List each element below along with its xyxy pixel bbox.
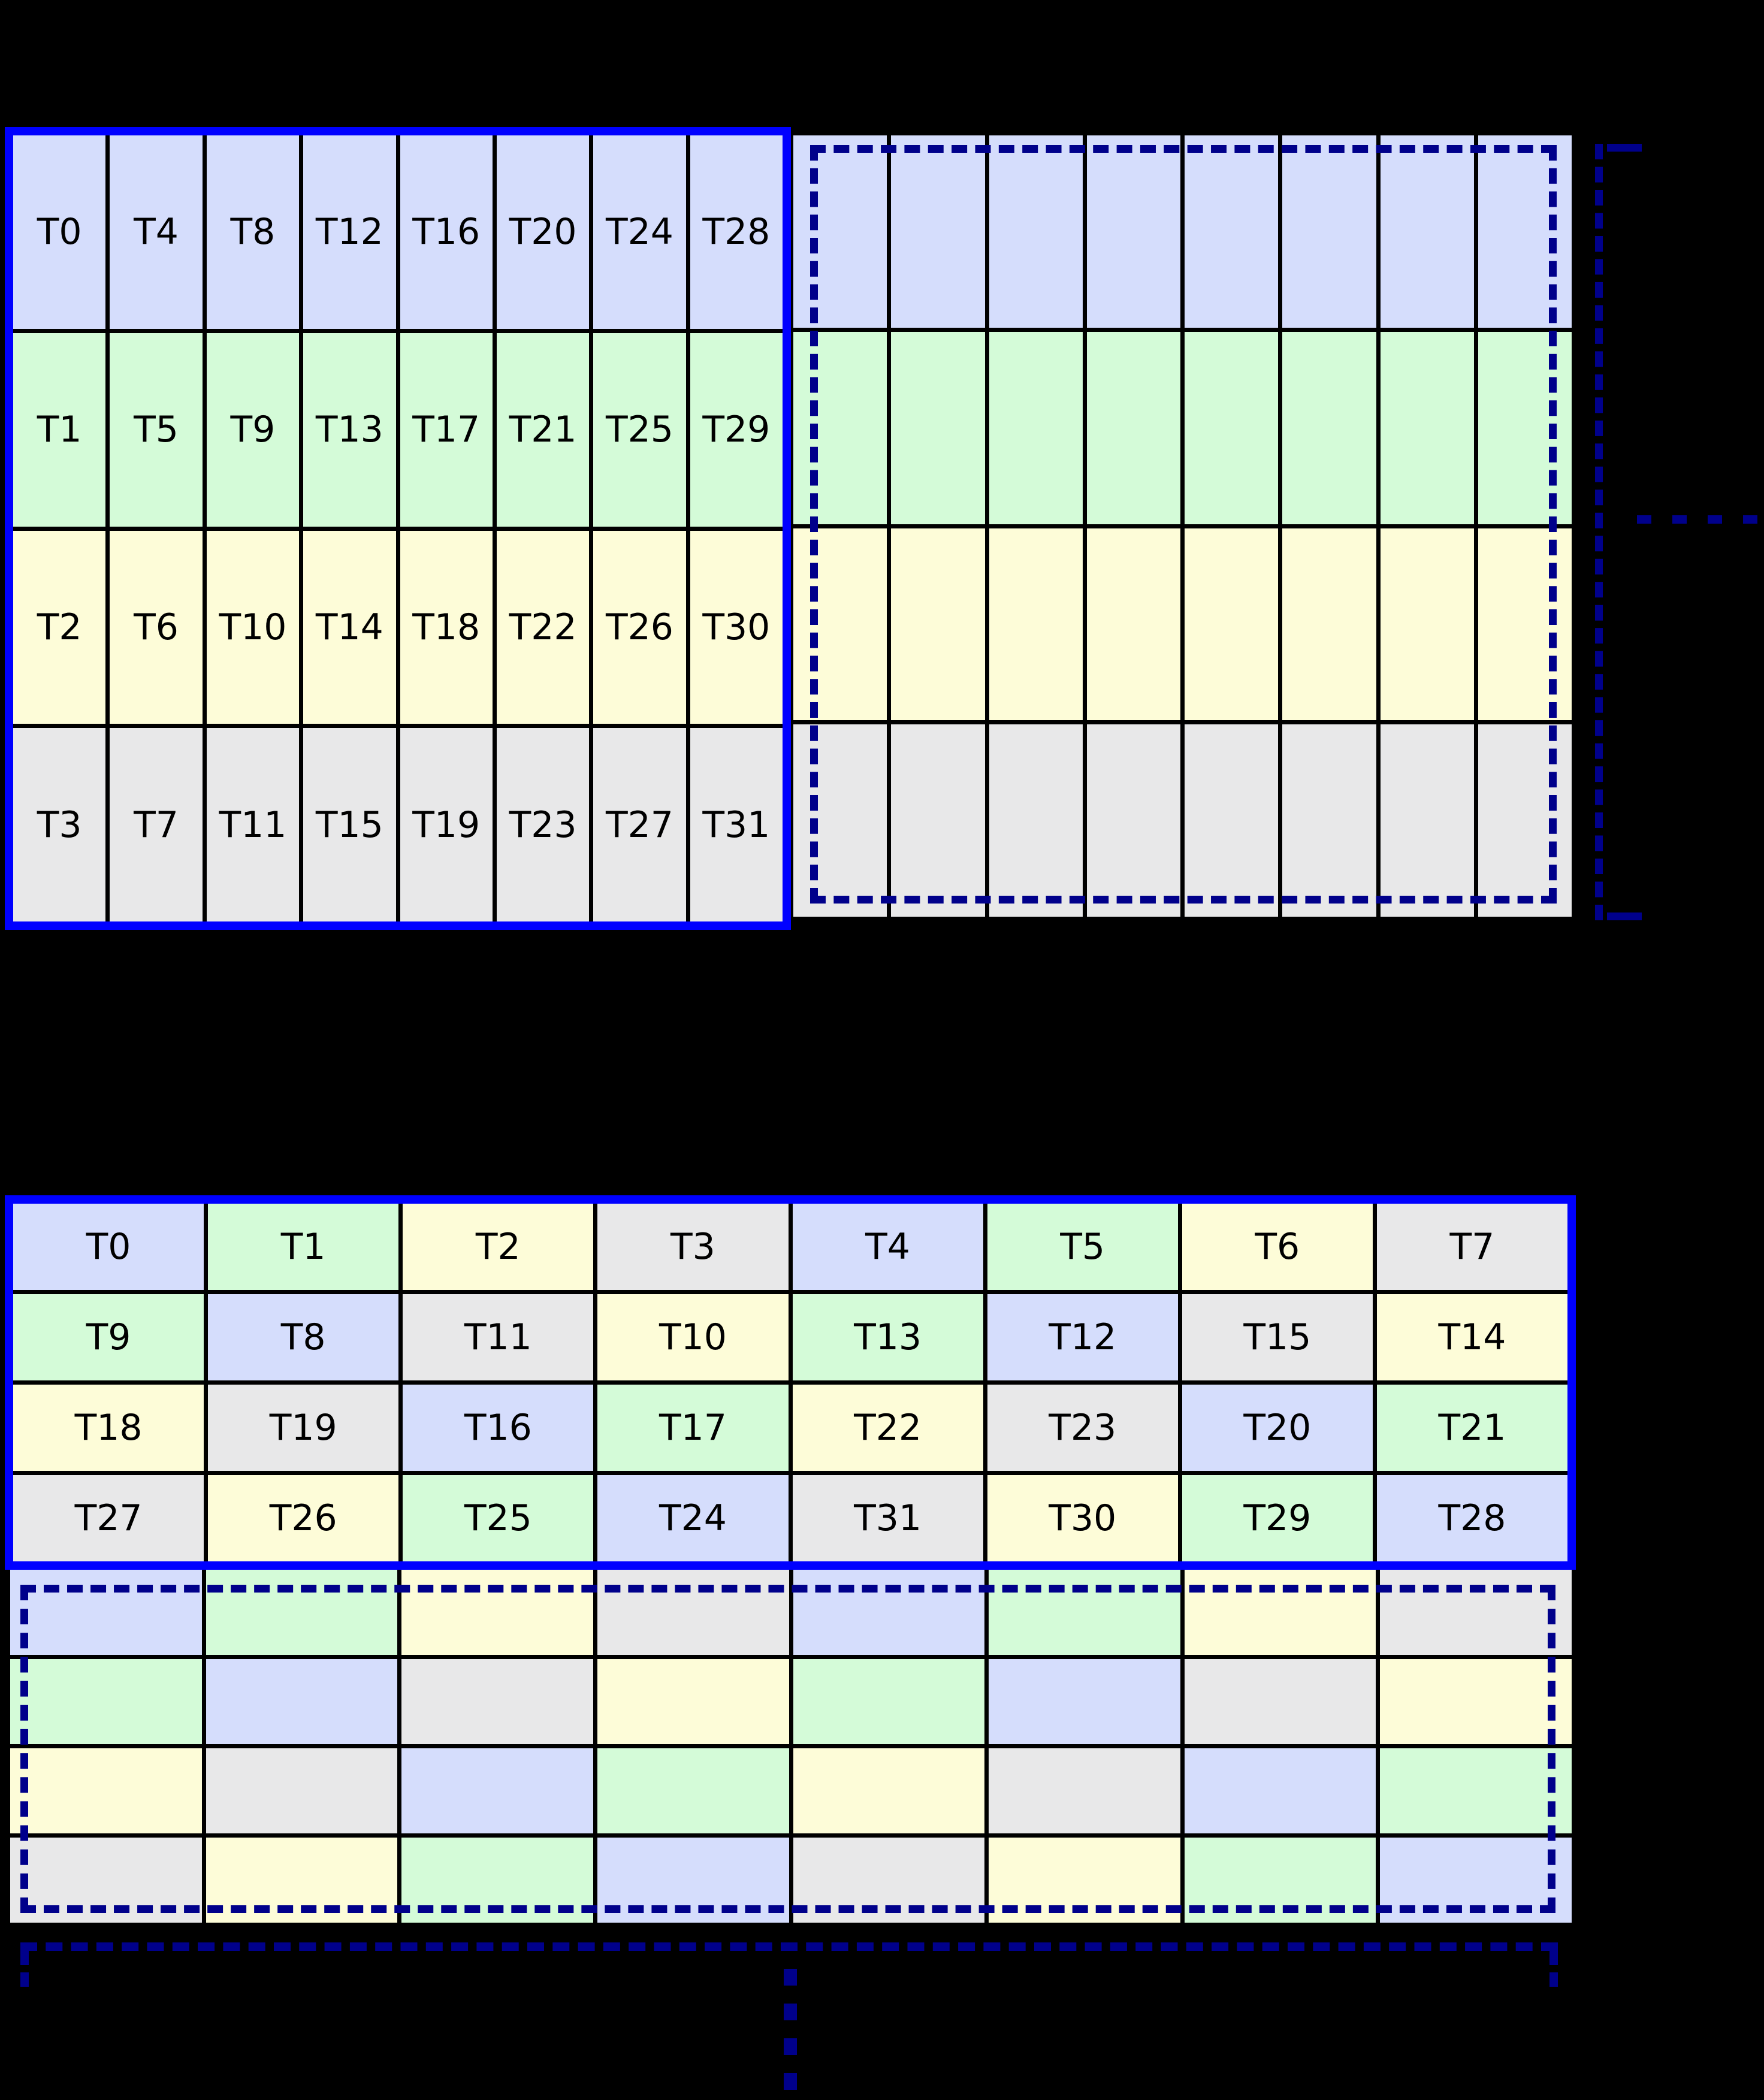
thread-cell-t8: T8 xyxy=(207,135,299,329)
ghost-cell xyxy=(1185,1748,1376,1833)
thread-cell-t17: T17 xyxy=(597,1385,788,1471)
thread-cell-t4: T4 xyxy=(110,135,202,329)
thread-cell-t18: T18 xyxy=(400,531,493,724)
ghost-cell xyxy=(989,135,1083,328)
bottom-width-bracket xyxy=(20,1942,1558,1951)
ghost-cell xyxy=(1185,1570,1376,1655)
ghost-cell xyxy=(10,1838,202,1923)
thread-cell-t14: T14 xyxy=(1377,1294,1567,1380)
ghost-cell xyxy=(989,528,1083,721)
thread-cell-t25: T25 xyxy=(403,1475,593,1561)
ghost-cell xyxy=(989,1659,1180,1744)
thread-cell-t15: T15 xyxy=(1182,1294,1373,1380)
thread-cell-t5: T5 xyxy=(110,333,202,527)
thread-cell-t21: T21 xyxy=(1377,1385,1567,1471)
ghost-cell xyxy=(10,1659,202,1744)
ghost-cell xyxy=(989,1570,1180,1655)
thread-cell-t1: T1 xyxy=(13,333,105,527)
ghost-cell xyxy=(401,1570,593,1655)
ghost-cell xyxy=(1381,528,1474,721)
thread-cell-t3: T3 xyxy=(597,1204,788,1290)
thread-cell-t24: T24 xyxy=(593,135,685,329)
ghost-cell xyxy=(793,528,887,721)
horizontal-ellipsis-dash xyxy=(1637,515,1651,524)
ghost-cell xyxy=(206,1659,398,1744)
ghost-cell xyxy=(793,724,887,917)
vertical-ellipsis-dash xyxy=(784,1969,797,1986)
horizontal-ellipsis-dash xyxy=(1672,515,1687,524)
ghost-cell xyxy=(1381,135,1474,328)
ghost-cell xyxy=(989,724,1083,917)
thread-cell-t27: T27 xyxy=(13,1475,204,1561)
ghost-cell xyxy=(989,332,1083,524)
ghost-cell xyxy=(891,332,984,524)
thread-cell-t2: T2 xyxy=(403,1204,593,1290)
thread-cell-t10: T10 xyxy=(207,531,299,724)
ghost-cell xyxy=(793,1570,985,1655)
ghost-cell xyxy=(1380,1838,1572,1923)
vertical-ellipsis-dash xyxy=(784,2038,797,2055)
ghost-cell xyxy=(401,1838,593,1923)
thread-cell-t11: T11 xyxy=(403,1294,593,1380)
ghost-cell xyxy=(1380,1748,1572,1833)
top-bracket-top-stub xyxy=(1607,144,1642,152)
ghost-cell xyxy=(1185,332,1278,524)
ghost-cell xyxy=(1381,724,1474,917)
horizontal-ellipsis-dash xyxy=(1708,515,1722,524)
ghost-cell xyxy=(597,1659,789,1744)
thread-cell-t6: T6 xyxy=(110,531,202,724)
ghost-cell xyxy=(10,1748,202,1833)
thread-cell-t26: T26 xyxy=(208,1475,398,1561)
thread-cell-t27: T27 xyxy=(593,728,685,921)
thread-cell-t31: T31 xyxy=(690,728,783,921)
ghost-cell xyxy=(401,1659,593,1744)
thread-cell-t13: T13 xyxy=(303,333,395,527)
thread-cell-t14: T14 xyxy=(303,531,395,724)
top-continuation-bracket xyxy=(1595,144,1603,920)
ghost-cell xyxy=(989,1748,1180,1833)
thread-cell-t10: T10 xyxy=(597,1294,788,1380)
ghost-cell xyxy=(1087,332,1180,524)
ghost-cell xyxy=(793,1838,985,1923)
ghost-cell xyxy=(206,1838,398,1923)
thread-cell-t30: T30 xyxy=(987,1475,1178,1561)
thread-cell-t25: T25 xyxy=(593,333,685,527)
ghost-cell xyxy=(1478,135,1572,328)
ghost-cell xyxy=(1380,1659,1572,1744)
ghost-cell xyxy=(793,332,887,524)
thread-cell-t23: T23 xyxy=(497,728,589,921)
ghost-cell xyxy=(989,1838,1180,1923)
ghost-cell xyxy=(891,135,984,328)
ghost-cell xyxy=(1478,724,1572,917)
thread-cell-t7: T7 xyxy=(110,728,202,921)
thread-cell-t31: T31 xyxy=(793,1475,983,1561)
ghost-cell xyxy=(1185,1659,1376,1744)
ghost-cell xyxy=(1282,135,1376,328)
ghost-cell xyxy=(597,1748,789,1833)
ghost-cell xyxy=(1282,724,1376,917)
thread-cell-t7: T7 xyxy=(1377,1204,1567,1290)
ghost-cell xyxy=(793,1748,985,1833)
thread-cell-t29: T29 xyxy=(690,333,783,527)
thread-cell-t16: T16 xyxy=(403,1385,593,1471)
ghost-cell xyxy=(1282,528,1376,721)
ghost-cell xyxy=(891,528,984,721)
ghost-cell xyxy=(1185,528,1278,721)
thread-cell-t20: T20 xyxy=(497,135,589,329)
thread-cell-t28: T28 xyxy=(1377,1475,1567,1561)
thread-cell-t13: T13 xyxy=(793,1294,983,1380)
ghost-cell xyxy=(1087,724,1180,917)
ghost-cell xyxy=(1381,332,1474,524)
thread-cell-t26: T26 xyxy=(593,531,685,724)
thread-cell-t23: T23 xyxy=(987,1385,1178,1471)
ghost-cell xyxy=(1185,135,1278,328)
thread-cell-t21: T21 xyxy=(497,333,589,527)
thread-cell-t12: T12 xyxy=(303,135,395,329)
ghost-cell xyxy=(1282,332,1376,524)
top-bracket-bottom-stub xyxy=(1607,912,1642,920)
ghost-cell xyxy=(793,135,887,328)
thread-cell-t22: T22 xyxy=(793,1385,983,1471)
ghost-cell xyxy=(1185,1838,1376,1923)
thread-cell-t9: T9 xyxy=(13,1294,204,1380)
thread-cell-t16: T16 xyxy=(400,135,493,329)
bottom-warp-grid-ghost xyxy=(6,1570,1576,1927)
thread-cell-t0: T0 xyxy=(13,135,105,329)
bottom-bracket-right-tick xyxy=(1549,1951,1558,1987)
thread-cell-t6: T6 xyxy=(1182,1204,1373,1290)
thread-cell-t20: T20 xyxy=(1182,1385,1373,1471)
thread-cell-t18: T18 xyxy=(13,1385,204,1471)
top-warp-grid-labeled xyxy=(5,127,791,930)
thread-cell-t19: T19 xyxy=(400,728,493,921)
vertical-ellipsis xyxy=(784,1969,797,2090)
thread-cell-t24: T24 xyxy=(597,1475,788,1561)
thread-cell-t22: T22 xyxy=(497,531,589,724)
thread-cell-t19: T19 xyxy=(208,1385,398,1471)
thread-cell-t30: T30 xyxy=(690,531,783,724)
thread-cell-t28: T28 xyxy=(690,135,783,329)
thread-cell-t12: T12 xyxy=(987,1294,1178,1380)
vertical-ellipsis-dash xyxy=(784,2073,797,2090)
ghost-cell xyxy=(1478,528,1572,721)
bottom-warp-grid-labeled xyxy=(5,1195,1576,1570)
thread-cell-t0: T0 xyxy=(13,1204,204,1290)
thread-cell-t1: T1 xyxy=(208,1204,398,1290)
vertical-ellipsis-dash xyxy=(784,2004,797,2020)
ghost-cell xyxy=(891,724,984,917)
ghost-cell xyxy=(597,1570,789,1655)
ghost-cell xyxy=(1087,528,1180,721)
ghost-cell xyxy=(1185,724,1278,917)
top-warp-grid-ghost xyxy=(793,131,1576,921)
ghost-cell xyxy=(1087,135,1180,328)
thread-cell-t5: T5 xyxy=(987,1204,1178,1290)
ghost-cell xyxy=(1478,332,1572,524)
ghost-cell xyxy=(793,1659,985,1744)
thread-cell-t29: T29 xyxy=(1182,1475,1373,1561)
horizontal-ellipsis xyxy=(1637,515,1757,524)
bottom-bracket-left-tick xyxy=(20,1951,29,1987)
ghost-cell xyxy=(597,1838,789,1923)
thread-cell-t11: T11 xyxy=(207,728,299,921)
thread-cell-t17: T17 xyxy=(400,333,493,527)
thread-cell-t4: T4 xyxy=(793,1204,983,1290)
horizontal-ellipsis-dash xyxy=(1743,515,1757,524)
thread-cell-t2: T2 xyxy=(13,531,105,724)
thread-cell-t15: T15 xyxy=(303,728,395,921)
thread-cell-t3: T3 xyxy=(13,728,105,921)
ghost-cell xyxy=(1380,1570,1572,1655)
ghost-cell xyxy=(206,1748,398,1833)
ghost-cell xyxy=(206,1570,398,1655)
ghost-cell xyxy=(10,1570,202,1655)
thread-cell-t8: T8 xyxy=(208,1294,398,1380)
ghost-cell xyxy=(401,1748,593,1833)
thread-cell-t9: T9 xyxy=(207,333,299,527)
